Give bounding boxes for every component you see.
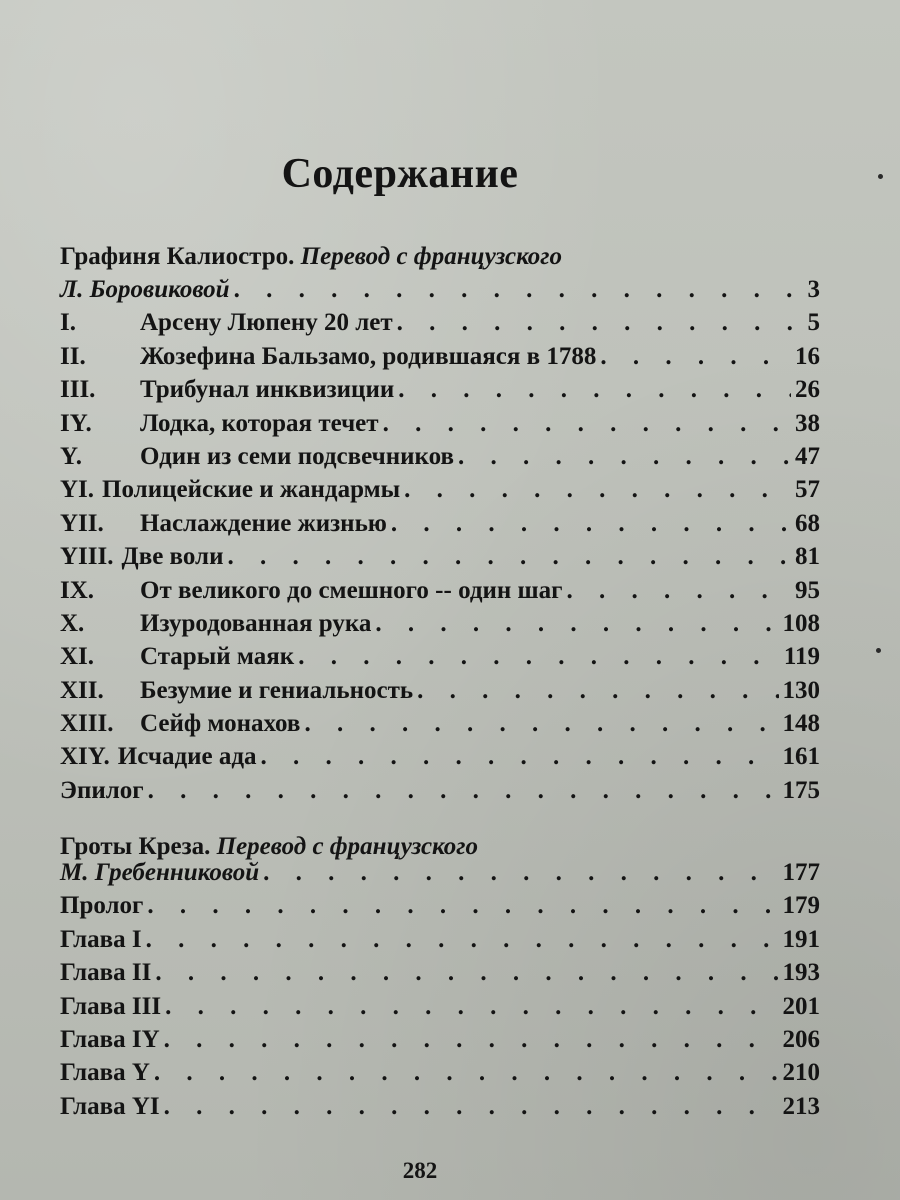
chapter-number: II. [60,342,86,370]
toc-entry[interactable] [60,577,820,610]
toc-entry[interactable] [60,476,820,509]
chapter-title: Пролог [60,892,144,920]
chapter-title: Трибунал инквизиции [140,376,395,404]
page-ref: 119 [783,643,820,671]
chapter-title: Один из семи подсвечников [140,442,454,470]
toc-entry[interactable] [60,892,820,925]
chapter-title: От великого до смешного -- один шаг [140,576,563,604]
chapter-title: Арсену Люпену 20 лет [140,309,393,337]
page-ref: 95 [795,576,820,604]
translator-row[interactable] [60,276,820,309]
dot-leader [458,443,791,471]
chapter-number: XII. [60,676,104,704]
dot-leader [304,710,778,738]
dot-leader [146,926,779,954]
page-ref: 177 [782,859,820,886]
chapter-title: Эпилог [60,776,144,804]
toc-entry[interactable] [60,643,820,676]
section-2-heading-italic: Перевод с французского [216,833,479,860]
page-ref: 16 [795,342,820,370]
page-number: 282 [402,1158,438,1183]
chapter-number: XI. [60,643,95,671]
dot-leader [164,1026,779,1054]
page-ref: 201 [782,992,820,1020]
toc-entry[interactable] [60,677,820,710]
ink-speck [878,174,883,179]
section-1-heading-italic: Перевод с французского [300,243,563,270]
page-ref: 108 [782,609,820,637]
chapter-number: YIII. [60,543,114,571]
page-ref: 68 [795,509,820,537]
chapter-title: Наслаждение жизнью [140,509,387,537]
toc-entry[interactable] [60,309,820,342]
page-ref: 161 [782,743,820,771]
chapter-title: Изуродованная рука [140,609,372,637]
dot-leader [391,510,791,538]
dot-leader [383,410,791,438]
page-ref: 3 [807,276,820,303]
chapter-title: Глава Y [60,1059,150,1087]
dot-leader [417,677,778,705]
page-ref: 210 [782,1059,820,1087]
ink-speck [876,648,881,653]
chapter-title: Жозефина Бальзамо, родившаяся в 1788 [140,342,597,370]
dot-leader [147,892,778,920]
chapter-number: IX. [60,576,95,604]
toc-entry[interactable] [60,376,820,409]
dot-leader [298,643,780,671]
dot-leader [234,276,804,304]
page-ref: 130 [782,676,820,704]
toc-entry[interactable] [60,510,820,543]
toc-entry[interactable] [60,710,820,743]
chapter-number: X. [60,609,85,637]
section-2-heading [60,833,478,861]
dot-leader [165,993,778,1021]
chapter-number: Y. [60,442,83,470]
page-ref: 38 [795,409,820,437]
toc-entry[interactable] [60,1093,820,1126]
page-ref: 47 [795,442,820,470]
chapter-number: III. [60,376,96,404]
page-ref: 191 [782,925,820,953]
dot-leader [404,476,791,504]
page-ref: 57 [795,476,820,504]
toc-entry[interactable] [60,743,820,776]
page-ref: 206 [782,1025,820,1053]
page-ref: 213 [782,1092,820,1120]
toc-entry[interactable] [60,1059,820,1092]
chapter-title: Две воли [121,543,224,571]
toc-entry[interactable] [60,410,820,443]
chapter-title: Глава YI [60,1092,160,1120]
dot-leader [155,959,778,987]
page-ref: 81 [795,543,820,571]
translator-row[interactable] [60,859,820,892]
section-1-toc [60,276,820,810]
chapter-number: YII. [60,509,104,537]
toc-entry[interactable] [60,993,820,1026]
toc-entry[interactable] [60,443,820,476]
page-ref: 148 [782,710,820,738]
page-title: Содержание [281,151,519,197]
chapter-title: Безумие и гениальность [140,676,414,704]
chapter-title: Полицейские и жандармы [102,476,401,504]
section-1-heading-plain: Графиня Калиостро. [60,243,295,270]
dot-leader [263,859,778,887]
page-ref: 193 [782,959,820,987]
chapter-title: Сейф монахов [140,710,301,738]
chapter-title: Лодка, которая течет [140,409,379,437]
dot-leader [567,577,791,605]
page-ref: 26 [795,376,820,404]
dot-leader [154,1059,779,1087]
toc-entry[interactable] [60,343,820,376]
dot-leader [600,343,791,371]
toc-entry-epilogue[interactable] [60,777,820,810]
page-ref: 179 [782,892,820,920]
chapter-title: Глава IY [60,1025,160,1053]
dot-leader [375,610,778,638]
chapter-number: IY. [60,409,92,437]
chapter-title: Глава III [60,992,162,1020]
section-2-heading-plain: Гроты Креза. [60,833,211,860]
chapter-number: XIY. [60,743,110,771]
chapter-title: Старый маяк [140,643,295,671]
dot-leader [398,376,791,404]
toc-entry[interactable] [60,959,820,992]
translator-name: М. Гребенниковой [60,859,260,886]
dot-leader [397,309,804,337]
section-2-toc [60,859,820,1126]
toc-entry[interactable] [60,610,820,643]
section-1-heading [60,243,562,271]
chapter-number: I. [60,309,76,337]
dot-leader [227,543,791,571]
toc-entry[interactable] [60,543,820,576]
toc-entry[interactable] [60,1026,820,1059]
page-ref: 175 [782,776,820,804]
toc-entry[interactable] [60,926,820,959]
bleed-through-texture [40,0,900,280]
chapter-title: Глава I [60,925,142,953]
dot-leader [148,777,779,805]
chapter-number: YI. [60,476,95,504]
chapter-title: Глава II [60,959,152,987]
chapter-number: XIII. [60,710,114,738]
chapter-title: Исчадие ада [117,743,257,771]
dot-leader [260,743,778,771]
translator-name: Л. Боровиковой [60,276,230,303]
dot-leader [164,1093,779,1121]
page-ref: 5 [807,309,820,337]
